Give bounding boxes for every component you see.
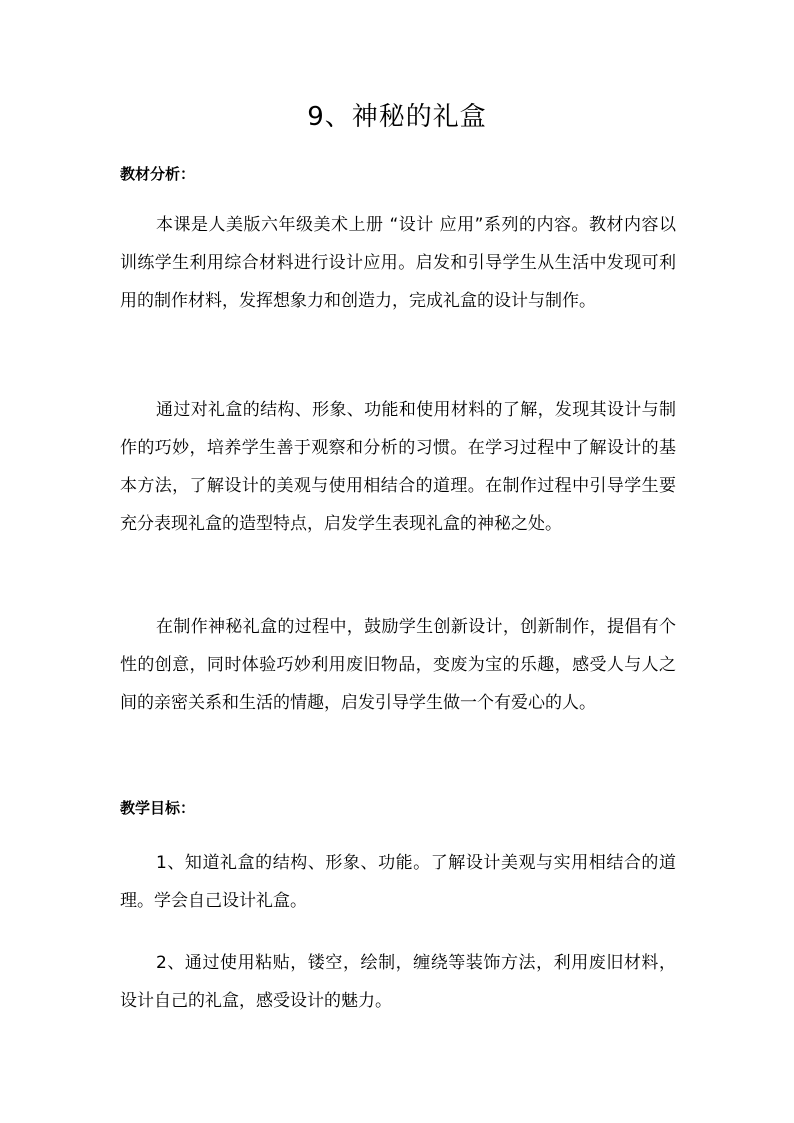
goal-item-1: 1、知道礼盒的结构、形象、功能。了解设计美观与实用相结合的道理。学会自己设计礼盒。 [120, 853, 676, 911]
goal-item-2: 2、通过使用粘贴，镂空，绘制，缠绕等装饰方法，利用废旧材料，设计自己的礼盒，感受设计的魅力。 [120, 953, 676, 1011]
analysis-paragraph-3: 在制作神秘礼盒的过程中，鼓励学生创新设计，创新制作，提倡有个性的创意，同时体验巧妙利用废旧物品，变废为宝的乐趣，感受人与人之间的亲密关系和生活的情趣，启发引导学生做一个有爱心的人。 [120, 617, 676, 713]
analysis-paragraph-1: 本课是人美版六年级美术上册 “设计 应用”系列的内容。教材内容以训练学生利用综合材料进行设计应用。启发和引导学生从生活中发现可利用的制作材料，发挥想象力和创造力，完成礼盒的设计与制作。 [120, 215, 676, 311]
analysis-paragraph-2: 通过对礼盒的结构、形象、功能和使用材料的了解，发现其设计与制作的巧妙，培养学生善于观察和分析的习惯。在学习过程中了解设计的基本方法，了解设计的美观与使用相结合的道理。在制作过程中引导学生要充分表现礼盒的造型特点，启发学生表现礼盒的神秘之处。 [120, 400, 676, 534]
section-heading-analysis: 教材分析： [120, 165, 196, 183]
section-heading-goals: 教学目标： [120, 799, 196, 817]
document-title: 9、神秘的礼盒 [307, 102, 487, 132]
